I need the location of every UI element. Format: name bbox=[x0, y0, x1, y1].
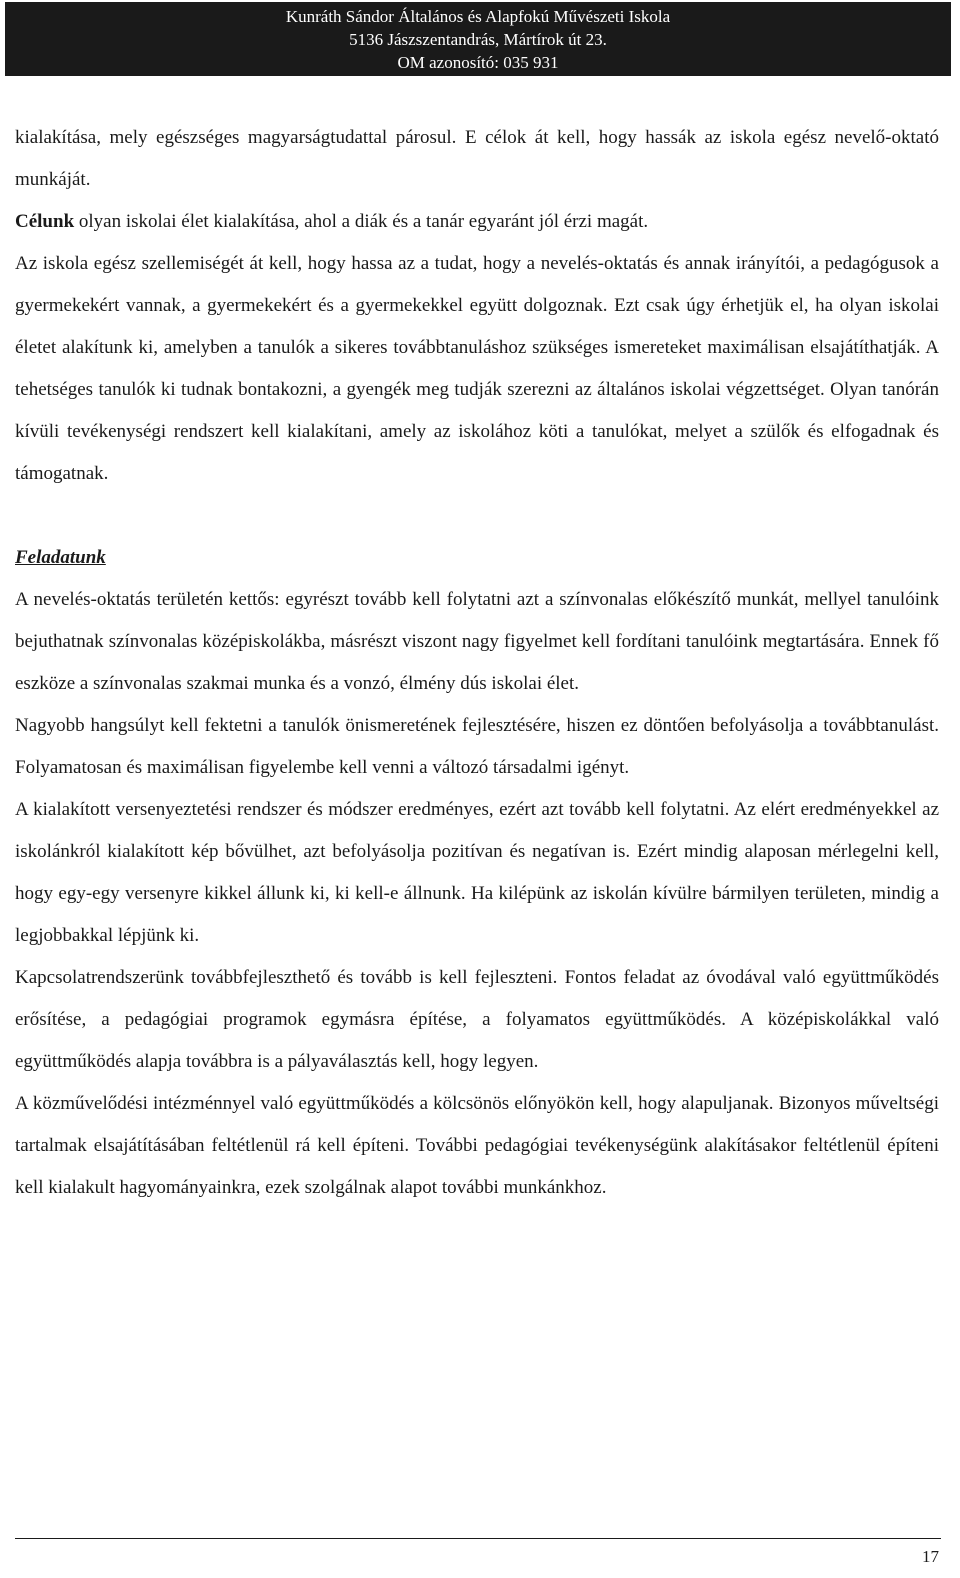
om-identifier: OM azonosító: 035 931 bbox=[397, 53, 559, 72]
paragraph-4: A nevelés-oktatás területén kettős: egyrészt tovább kell folytatni azt a színvonalas előkészítő munkát, mellyel tanulóink bejuthatnak színvonalas középiskolákba, másrészt viszont nagy figyelmet kell fordítani tanulóink megtartására. Ennek fő eszköze a színvonalas szakmai munka és a vonzó, élmény dús iskolai élet. bbox=[15, 589, 939, 694]
document-header bbox=[5, 2, 951, 76]
document-body bbox=[15, 117, 939, 1209]
paragraph-5: Nagyobb hangsúlyt kell fektetni a tanulók önismeretének fejlesztésére, hiszen ez döntően befolyásolja a továbbtanulást. Folyamatosan és maximálisan figyelembe kell venni a változó társadalmi igényt. bbox=[15, 715, 939, 778]
paragraph-2-lead: Célunk bbox=[15, 211, 75, 232]
school-name: Kunráth Sándor Általános és Alapfokú Művészeti Iskola bbox=[285, 7, 671, 26]
section-title-text: Feladatunk bbox=[15, 547, 106, 568]
paragraph-8: A közművelődési intézménnyel való együttműködés a kölcsönös előnyökön kell, hogy alapuljanak. Bizonyos műveltségi tartalmak elsajátításában feltétlenül rá kell építeni. További pedagógiai tevékenységünk alakításakor feltétlenül építeni kell kialakult hagyományainkra, ezek szolgálnak alapot további munkánkhoz. bbox=[15, 1093, 939, 1198]
paragraph-2 bbox=[15, 201, 939, 243]
page-number: 17 bbox=[922, 1547, 939, 1566]
paragraph-7: Kapcsolatrendszerünk továbbfejleszthető és tovább is kell fejleszteni. Fontos feladat az óvodával való együttműködés erősítése, a pedagógiai programok egymásra építése, a folyamatos együttműködés. A középiskolákkal való együttműködés alapja továbbra is a pályaválasztás kell, hogy legyen. bbox=[15, 967, 939, 1072]
paragraph-1: kialakítása, mely egészséges magyarságtudattal párosul. E célok át kell, hogy hassák az iskola egész nevelő-oktató munkáját. bbox=[15, 127, 939, 190]
paragraph-3: Az iskola egész szellemiségét át kell, hogy hassa az a tudat, hogy a nevelés-oktatás és annak irányítói, a pedagógusok a gyermekekért vannak, a gyermekekért és a gyermekekkel együtt dolgoznak. Ezt csak úgy érhetjük el, ha olyan iskolai életet alakítunk ki, amelyben a tanulók a sikeres továbbtanuláshoz szükséges ismereteket maximálisan elsajátíthatják. A tehetséges tanulók ki tudnak bontakozni, a gyengék meg tudják szerezni az általános iskolai végzettséget. Olyan tanórán kívüli tevékenységi rendszert kell kialakítani, amely az iskolához köti a tanulókat, melyet a szülők és elfogadnak és támogatnak. bbox=[15, 253, 939, 484]
section-title bbox=[15, 537, 939, 579]
footer-divider bbox=[15, 1538, 941, 1539]
paragraph-6: A kialakított versenyeztetési rendszer és módszer eredményes, ezért azt tovább kell folytatni. Az elért eredményekkel az iskolánkról kialakított kép bővülhet, azt befolyásolja pozitívan és negatívan is. Ezért mindig alaposan mérlegelni kell, hogy egy-egy versenyre kikkel állunk ki, ki kell-e állnunk. Ha kilépünk az iskolán kívülre bármilyen területen, mindig a legjobbakkal lépjünk ki. bbox=[15, 799, 939, 946]
paragraph-2-text: olyan iskolai élet kialakítása, ahol a diák és a tanár egyaránt jól érzi magát. bbox=[74, 211, 649, 232]
school-address: 5136 Jászszentandrás, Mártírok út 23. bbox=[349, 30, 607, 49]
